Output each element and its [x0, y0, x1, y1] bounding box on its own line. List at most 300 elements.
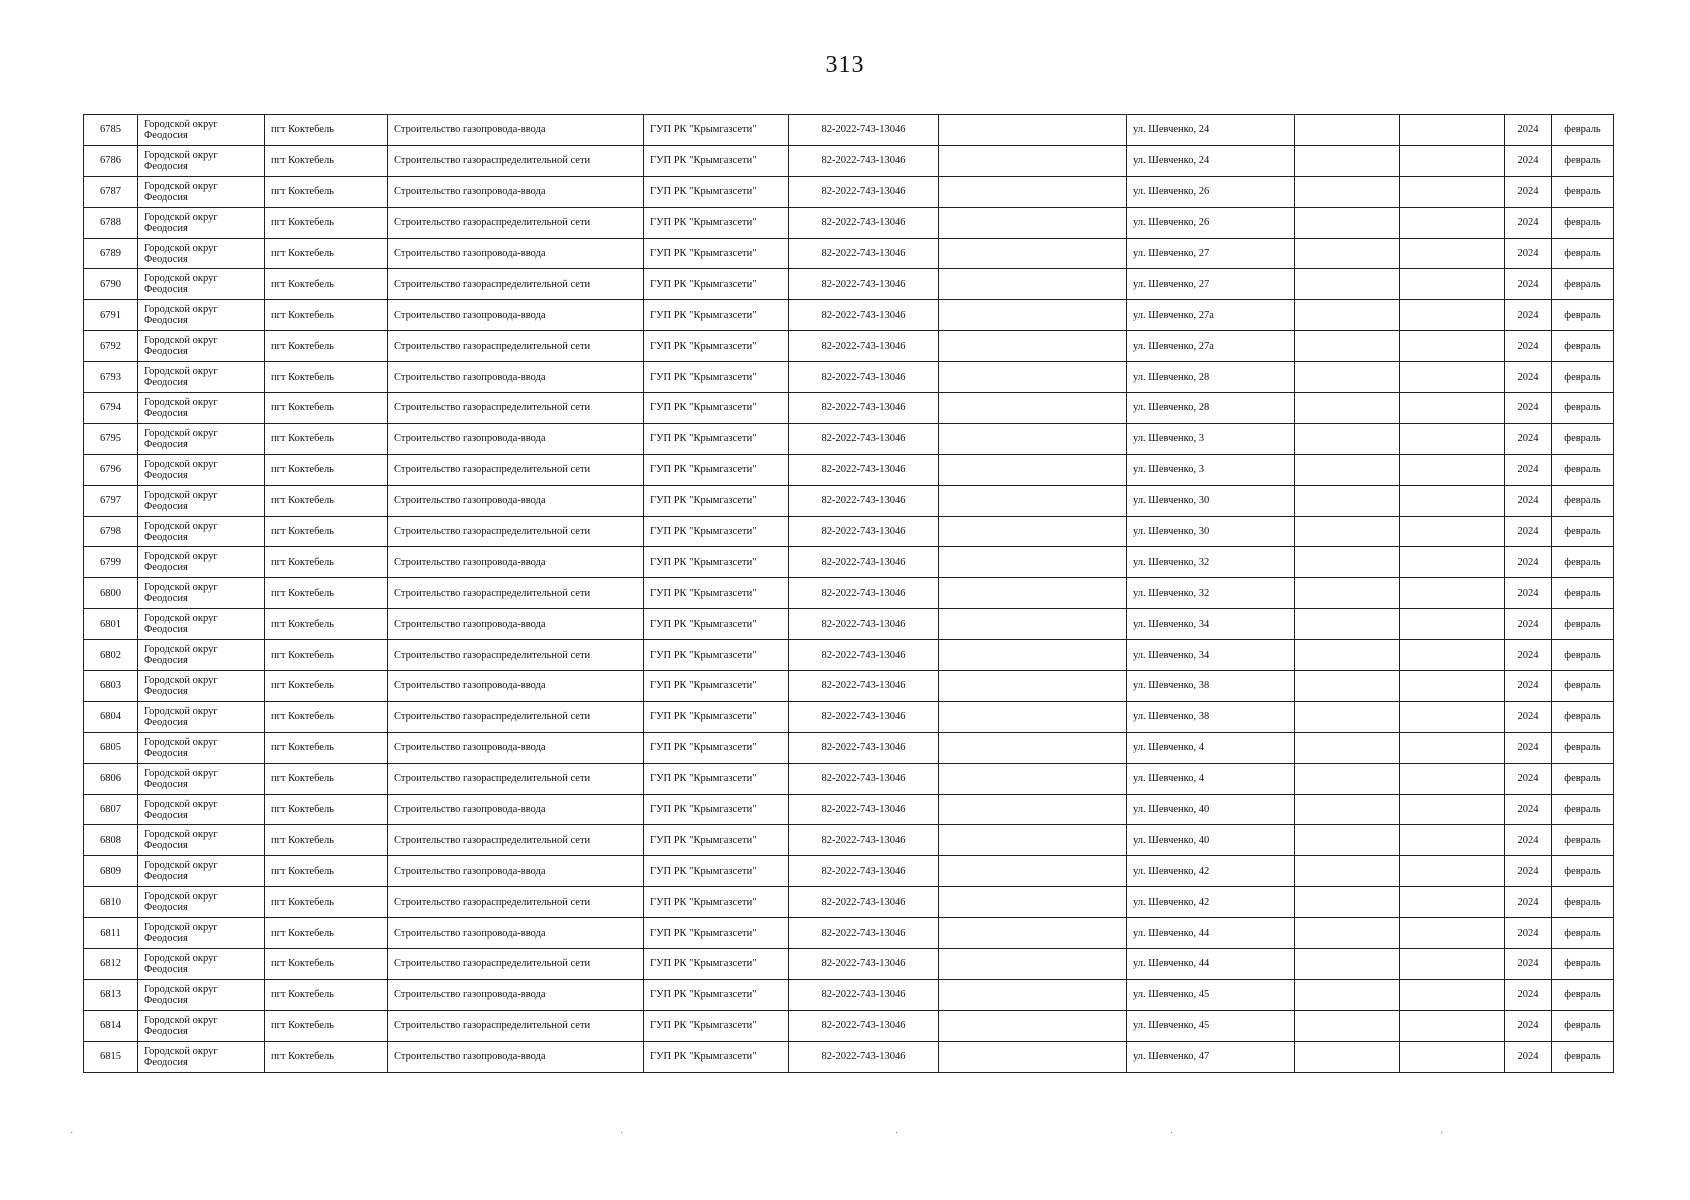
- cell-code: 82-2022-743-13046: [789, 331, 939, 362]
- cell-locality: пгт Коктебель: [265, 578, 388, 609]
- cell-month: февраль: [1552, 856, 1614, 887]
- cell-year: 2024: [1505, 1010, 1552, 1041]
- cell-district: Городской округ Феодосия: [138, 547, 265, 578]
- cell-locality: пгт Коктебель: [265, 794, 388, 825]
- cell-code: 82-2022-743-13046: [789, 825, 939, 856]
- cell-code: 82-2022-743-13046: [789, 454, 939, 485]
- table-row: [84, 547, 1614, 578]
- cell-number: 6813: [84, 979, 138, 1010]
- cell-empty: [939, 454, 1127, 485]
- cell-address: ул. Шевченко, 42: [1127, 887, 1295, 918]
- cell-empty: [1295, 887, 1400, 918]
- cell-code: 82-2022-743-13046: [789, 393, 939, 424]
- table-row: [84, 640, 1614, 671]
- cell-locality: пгт Коктебель: [265, 516, 388, 547]
- cell-district: Городской округ Феодосия: [138, 763, 265, 794]
- table-row: [84, 516, 1614, 547]
- cell-address: ул. Шевченко, 27: [1127, 238, 1295, 269]
- cell-year: 2024: [1505, 393, 1552, 424]
- cell-number: 6809: [84, 856, 138, 887]
- cell-year: 2024: [1505, 269, 1552, 300]
- cell-locality: пгт Коктебель: [265, 176, 388, 207]
- cell-district: Городской округ Феодосия: [138, 609, 265, 640]
- cell-code: 82-2022-743-13046: [789, 794, 939, 825]
- cell-work-type: Строительство газопровода-ввода: [388, 115, 644, 146]
- cell-month: февраль: [1552, 454, 1614, 485]
- cell-code: 82-2022-743-13046: [789, 238, 939, 269]
- cell-month: февраль: [1552, 485, 1614, 516]
- cell-empty: [1295, 300, 1400, 331]
- cell-organization: ГУП РК "Крымгазсети": [644, 794, 789, 825]
- cell-empty: [1400, 300, 1505, 331]
- table-row: [84, 423, 1614, 454]
- cell-empty: [1295, 794, 1400, 825]
- cell-empty: [1295, 115, 1400, 146]
- cell-locality: пгт Коктебель: [265, 145, 388, 176]
- cell-year: 2024: [1505, 578, 1552, 609]
- cell-empty: [1400, 207, 1505, 238]
- cell-work-type: Строительство газораспределительной сети: [388, 887, 644, 918]
- cell-locality: пгт Коктебель: [265, 640, 388, 671]
- cell-organization: ГУП РК "Крымгазсети": [644, 949, 789, 980]
- cell-organization: ГУП РК "Крымгазсети": [644, 763, 789, 794]
- cell-organization: ГУП РК "Крымгазсети": [644, 979, 789, 1010]
- cell-district: Городской округ Феодосия: [138, 825, 265, 856]
- cell-empty: [1295, 763, 1400, 794]
- cell-year: 2024: [1505, 485, 1552, 516]
- table-row: [84, 578, 1614, 609]
- cell-organization: ГУП РК "Крымгазсети": [644, 145, 789, 176]
- cell-empty: [939, 393, 1127, 424]
- cell-locality: пгт Коктебель: [265, 763, 388, 794]
- cell-empty: [1400, 887, 1505, 918]
- cell-month: февраль: [1552, 516, 1614, 547]
- cell-empty: [1400, 640, 1505, 671]
- table-row: [84, 362, 1614, 393]
- cell-number: 6814: [84, 1010, 138, 1041]
- cell-number: 6811: [84, 918, 138, 949]
- cell-empty: [1400, 269, 1505, 300]
- cell-work-type: Строительство газораспределительной сети: [388, 640, 644, 671]
- cell-year: 2024: [1505, 887, 1552, 918]
- cell-year: 2024: [1505, 300, 1552, 331]
- cell-empty: [1295, 207, 1400, 238]
- table-row: [84, 1010, 1614, 1041]
- cell-empty: [1295, 331, 1400, 362]
- table-row: [84, 393, 1614, 424]
- cell-year: 2024: [1505, 671, 1552, 702]
- table-row: [84, 269, 1614, 300]
- cell-organization: ГУП РК "Крымгазсети": [644, 207, 789, 238]
- cell-empty: [939, 207, 1127, 238]
- cell-empty: [1400, 485, 1505, 516]
- cell-year: 2024: [1505, 145, 1552, 176]
- cell-number: 6790: [84, 269, 138, 300]
- cell-empty: [939, 362, 1127, 393]
- cell-locality: пгт Коктебель: [265, 979, 388, 1010]
- cell-organization: ГУП РК "Крымгазсети": [644, 454, 789, 485]
- cell-empty: [1400, 578, 1505, 609]
- cell-code: 82-2022-743-13046: [789, 207, 939, 238]
- cell-number: 6792: [84, 331, 138, 362]
- table-row: [84, 825, 1614, 856]
- cell-district: Городской округ Феодосия: [138, 1010, 265, 1041]
- cell-district: Городской округ Феодосия: [138, 393, 265, 424]
- cell-empty: [1295, 547, 1400, 578]
- cell-empty: [1400, 1041, 1505, 1072]
- cell-address: ул. Шевченко, 38: [1127, 701, 1295, 732]
- cell-district: Городской округ Феодосия: [138, 640, 265, 671]
- cell-empty: [1295, 423, 1400, 454]
- cell-organization: ГУП РК "Крымгазсети": [644, 578, 789, 609]
- cell-address: ул. Шевченко, 24: [1127, 145, 1295, 176]
- cell-number: 6793: [84, 362, 138, 393]
- cell-number: 6801: [84, 609, 138, 640]
- cell-code: 82-2022-743-13046: [789, 732, 939, 763]
- cell-empty: [939, 547, 1127, 578]
- cell-district: Городской округ Феодосия: [138, 454, 265, 485]
- cell-number: 6806: [84, 763, 138, 794]
- registry-table: [83, 114, 1614, 1073]
- cell-address: ул. Шевченко, 4: [1127, 732, 1295, 763]
- cell-locality: пгт Коктебель: [265, 701, 388, 732]
- cell-empty: [939, 176, 1127, 207]
- cell-empty: [1295, 1010, 1400, 1041]
- cell-work-type: Строительство газораспределительной сети: [388, 393, 644, 424]
- cell-district: Городской округ Феодосия: [138, 887, 265, 918]
- cell-code: 82-2022-743-13046: [789, 547, 939, 578]
- table-row: [84, 763, 1614, 794]
- cell-work-type: Строительство газораспределительной сети: [388, 454, 644, 485]
- cell-district: Городской округ Феодосия: [138, 1041, 265, 1072]
- cell-empty: [1400, 825, 1505, 856]
- cell-empty: [1295, 609, 1400, 640]
- cell-empty: [1295, 825, 1400, 856]
- table-row: [84, 671, 1614, 702]
- cell-address: ул. Шевченко, 45: [1127, 1010, 1295, 1041]
- cell-number: 6815: [84, 1041, 138, 1072]
- cell-district: Городской округ Феодосия: [138, 115, 265, 146]
- cell-code: 82-2022-743-13046: [789, 423, 939, 454]
- cell-organization: ГУП РК "Крымгазсети": [644, 856, 789, 887]
- cell-empty: [939, 701, 1127, 732]
- cell-code: 82-2022-743-13046: [789, 763, 939, 794]
- cell-locality: пгт Коктебель: [265, 609, 388, 640]
- cell-empty: [1295, 1041, 1400, 1072]
- cell-address: ул. Шевченко, 3: [1127, 454, 1295, 485]
- cell-month: февраль: [1552, 732, 1614, 763]
- cell-number: 6810: [84, 887, 138, 918]
- cell-month: февраль: [1552, 949, 1614, 980]
- cell-code: 82-2022-743-13046: [789, 145, 939, 176]
- cell-empty: [1295, 454, 1400, 485]
- cell-year: 2024: [1505, 856, 1552, 887]
- cell-address: ул. Шевченко, 24: [1127, 115, 1295, 146]
- cell-organization: ГУП РК "Крымгазсети": [644, 732, 789, 763]
- cell-district: Городской округ Феодосия: [138, 794, 265, 825]
- cell-empty: [1295, 578, 1400, 609]
- cell-empty: [939, 856, 1127, 887]
- cell-month: февраль: [1552, 145, 1614, 176]
- cell-locality: пгт Коктебель: [265, 485, 388, 516]
- cell-year: 2024: [1505, 516, 1552, 547]
- cell-empty: [1400, 362, 1505, 393]
- cell-organization: ГУП РК "Крымгазсети": [644, 238, 789, 269]
- cell-empty: [1400, 423, 1505, 454]
- cell-empty: [939, 640, 1127, 671]
- cell-work-type: Строительство газопровода-ввода: [388, 485, 644, 516]
- cell-month: февраль: [1552, 918, 1614, 949]
- cell-empty: [1400, 609, 1505, 640]
- cell-work-type: Строительство газопровода-ввода: [388, 856, 644, 887]
- cell-empty: [939, 269, 1127, 300]
- cell-empty: [1400, 238, 1505, 269]
- cell-locality: пгт Коктебель: [265, 1041, 388, 1072]
- cell-empty: [939, 918, 1127, 949]
- cell-organization: ГУП РК "Крымгазсети": [644, 269, 789, 300]
- cell-number: 6799: [84, 547, 138, 578]
- cell-work-type: Строительство газопровода-ввода: [388, 300, 644, 331]
- cell-month: февраль: [1552, 1010, 1614, 1041]
- table-row: [84, 485, 1614, 516]
- cell-locality: пгт Коктебель: [265, 671, 388, 702]
- table-row: [84, 701, 1614, 732]
- cell-empty: [1295, 979, 1400, 1010]
- scan-speck: ·: [895, 1128, 899, 1139]
- cell-year: 2024: [1505, 732, 1552, 763]
- cell-locality: пгт Коктебель: [265, 454, 388, 485]
- cell-organization: ГУП РК "Крымгазсети": [644, 671, 789, 702]
- table-row: [84, 732, 1614, 763]
- cell-address: ул. Шевченко, 40: [1127, 825, 1295, 856]
- cell-empty: [1295, 701, 1400, 732]
- cell-year: 2024: [1505, 547, 1552, 578]
- cell-month: февраль: [1552, 640, 1614, 671]
- cell-empty: [1295, 176, 1400, 207]
- cell-empty: [1400, 856, 1505, 887]
- cell-number: 6804: [84, 701, 138, 732]
- cell-empty: [939, 1010, 1127, 1041]
- cell-code: 82-2022-743-13046: [789, 640, 939, 671]
- cell-month: февраль: [1552, 578, 1614, 609]
- cell-address: ул. Шевченко, 42: [1127, 856, 1295, 887]
- cell-code: 82-2022-743-13046: [789, 1010, 939, 1041]
- table-row: [84, 145, 1614, 176]
- cell-district: Городской округ Феодосия: [138, 238, 265, 269]
- cell-year: 2024: [1505, 640, 1552, 671]
- table-row: [84, 794, 1614, 825]
- cell-work-type: Строительство газораспределительной сети: [388, 578, 644, 609]
- cell-address: ул. Шевченко, 44: [1127, 949, 1295, 980]
- cell-number: 6805: [84, 732, 138, 763]
- cell-work-type: Строительство газопровода-ввода: [388, 547, 644, 578]
- cell-work-type: Строительство газопровода-ввода: [388, 918, 644, 949]
- cell-district: Городской округ Феодосия: [138, 949, 265, 980]
- cell-month: февраль: [1552, 794, 1614, 825]
- cell-district: Городской округ Феодосия: [138, 856, 265, 887]
- cell-year: 2024: [1505, 609, 1552, 640]
- cell-organization: ГУП РК "Крымгазсети": [644, 1010, 789, 1041]
- cell-empty: [1295, 856, 1400, 887]
- cell-month: февраль: [1552, 763, 1614, 794]
- cell-empty: [939, 825, 1127, 856]
- cell-month: февраль: [1552, 547, 1614, 578]
- cell-locality: пгт Коктебель: [265, 856, 388, 887]
- cell-empty: [1295, 949, 1400, 980]
- table-row: [84, 207, 1614, 238]
- cell-empty: [1400, 763, 1505, 794]
- cell-year: 2024: [1505, 918, 1552, 949]
- cell-empty: [1400, 701, 1505, 732]
- cell-address: ул. Шевченко, 30: [1127, 516, 1295, 547]
- cell-year: 2024: [1505, 979, 1552, 1010]
- cell-work-type: Строительство газораспределительной сети: [388, 269, 644, 300]
- cell-district: Городской округ Феодосия: [138, 485, 265, 516]
- cell-empty: [1295, 485, 1400, 516]
- cell-organization: ГУП РК "Крымгазсети": [644, 825, 789, 856]
- cell-locality: пгт Коктебель: [265, 918, 388, 949]
- cell-month: февраль: [1552, 979, 1614, 1010]
- cell-organization: ГУП РК "Крымгазсети": [644, 918, 789, 949]
- table-row: [84, 115, 1614, 146]
- cell-work-type: Строительство газораспределительной сети: [388, 516, 644, 547]
- cell-district: Городской округ Феодосия: [138, 207, 265, 238]
- cell-code: 82-2022-743-13046: [789, 578, 939, 609]
- scan-speck: ·: [70, 1128, 74, 1139]
- cell-address: ул. Шевченко, 26: [1127, 207, 1295, 238]
- cell-number: 6791: [84, 300, 138, 331]
- cell-work-type: Строительство газораспределительной сети: [388, 949, 644, 980]
- table-row: [84, 1041, 1614, 1072]
- cell-address: ул. Шевченко, 47: [1127, 1041, 1295, 1072]
- cell-district: Городской округ Феодосия: [138, 145, 265, 176]
- cell-month: февраль: [1552, 300, 1614, 331]
- cell-address: ул. Шевченко, 28: [1127, 362, 1295, 393]
- cell-number: 6785: [84, 115, 138, 146]
- cell-empty: [939, 794, 1127, 825]
- cell-empty: [1295, 238, 1400, 269]
- cell-empty: [1295, 145, 1400, 176]
- cell-locality: пгт Коктебель: [265, 547, 388, 578]
- cell-locality: пгт Коктебель: [265, 949, 388, 980]
- cell-district: Городской округ Феодосия: [138, 701, 265, 732]
- cell-number: 6800: [84, 578, 138, 609]
- cell-organization: ГУП РК "Крымгазсети": [644, 300, 789, 331]
- cell-work-type: Строительство газораспределительной сети: [388, 145, 644, 176]
- cell-empty: [1295, 516, 1400, 547]
- cell-organization: ГУП РК "Крымгазсети": [644, 640, 789, 671]
- cell-empty: [1400, 918, 1505, 949]
- cell-district: Городской округ Феодосия: [138, 578, 265, 609]
- cell-locality: пгт Коктебель: [265, 362, 388, 393]
- cell-locality: пгт Коктебель: [265, 423, 388, 454]
- cell-code: 82-2022-743-13046: [789, 887, 939, 918]
- cell-number: 6786: [84, 145, 138, 176]
- table-row: [84, 609, 1614, 640]
- cell-locality: пгт Коктебель: [265, 238, 388, 269]
- cell-month: февраль: [1552, 423, 1614, 454]
- cell-number: 6794: [84, 393, 138, 424]
- cell-locality: пгт Коктебель: [265, 825, 388, 856]
- cell-address: ул. Шевченко, 34: [1127, 640, 1295, 671]
- cell-locality: пгт Коктебель: [265, 269, 388, 300]
- cell-organization: ГУП РК "Крымгазсети": [644, 362, 789, 393]
- cell-district: Городской округ Феодосия: [138, 423, 265, 454]
- cell-number: 6798: [84, 516, 138, 547]
- cell-organization: ГУП РК "Крымгазсети": [644, 331, 789, 362]
- cell-empty: [1295, 640, 1400, 671]
- cell-organization: ГУП РК "Крымгазсети": [644, 516, 789, 547]
- cell-year: 2024: [1505, 1041, 1552, 1072]
- cell-address: ул. Шевченко, 27а: [1127, 331, 1295, 362]
- cell-number: 6802: [84, 640, 138, 671]
- cell-number: 6788: [84, 207, 138, 238]
- cell-code: 82-2022-743-13046: [789, 362, 939, 393]
- cell-organization: ГУП РК "Крымгазсети": [644, 423, 789, 454]
- cell-empty: [1295, 671, 1400, 702]
- cell-month: февраль: [1552, 115, 1614, 146]
- cell-empty: [1400, 1010, 1505, 1041]
- cell-work-type: Строительство газопровода-ввода: [388, 794, 644, 825]
- cell-empty: [939, 238, 1127, 269]
- cell-work-type: Строительство газопровода-ввода: [388, 362, 644, 393]
- cell-work-type: Строительство газопровода-ввода: [388, 1041, 644, 1072]
- cell-district: Городской округ Феодосия: [138, 362, 265, 393]
- cell-year: 2024: [1505, 794, 1552, 825]
- cell-number: 6808: [84, 825, 138, 856]
- table-row: [84, 949, 1614, 980]
- cell-district: Городской округ Феодосия: [138, 331, 265, 362]
- cell-work-type: Строительство газораспределительной сети: [388, 825, 644, 856]
- cell-empty: [939, 732, 1127, 763]
- cell-empty: [1400, 516, 1505, 547]
- cell-district: Городской округ Феодосия: [138, 516, 265, 547]
- cell-year: 2024: [1505, 176, 1552, 207]
- cell-address: ул. Шевченко, 44: [1127, 918, 1295, 949]
- cell-organization: ГУП РК "Крымгазсети": [644, 485, 789, 516]
- cell-locality: пгт Коктебель: [265, 207, 388, 238]
- cell-locality: пгт Коктебель: [265, 115, 388, 146]
- cell-empty: [939, 609, 1127, 640]
- cell-empty: [939, 331, 1127, 362]
- cell-month: февраль: [1552, 1041, 1614, 1072]
- cell-locality: пгт Коктебель: [265, 331, 388, 362]
- cell-empty: [1400, 794, 1505, 825]
- cell-code: 82-2022-743-13046: [789, 609, 939, 640]
- cell-organization: ГУП РК "Крымгазсети": [644, 547, 789, 578]
- cell-district: Городской округ Феодосия: [138, 979, 265, 1010]
- table-row: [84, 887, 1614, 918]
- cell-work-type: Строительство газопровода-ввода: [388, 671, 644, 702]
- table-row: [84, 238, 1614, 269]
- cell-district: Городской округ Феодосия: [138, 300, 265, 331]
- cell-empty: [939, 423, 1127, 454]
- cell-organization: ГУП РК "Крымгазсети": [644, 887, 789, 918]
- cell-code: 82-2022-743-13046: [789, 269, 939, 300]
- cell-empty: [939, 671, 1127, 702]
- cell-locality: пгт Коктебель: [265, 732, 388, 763]
- cell-empty: [1400, 949, 1505, 980]
- cell-month: февраль: [1552, 701, 1614, 732]
- cell-month: февраль: [1552, 331, 1614, 362]
- cell-code: 82-2022-743-13046: [789, 176, 939, 207]
- cell-organization: ГУП РК "Крымгазсети": [644, 609, 789, 640]
- cell-empty: [939, 145, 1127, 176]
- cell-locality: пгт Коктебель: [265, 1010, 388, 1041]
- registry-body: [84, 115, 1614, 1073]
- cell-address: ул. Шевченко, 32: [1127, 578, 1295, 609]
- cell-district: Городской округ Феодосия: [138, 269, 265, 300]
